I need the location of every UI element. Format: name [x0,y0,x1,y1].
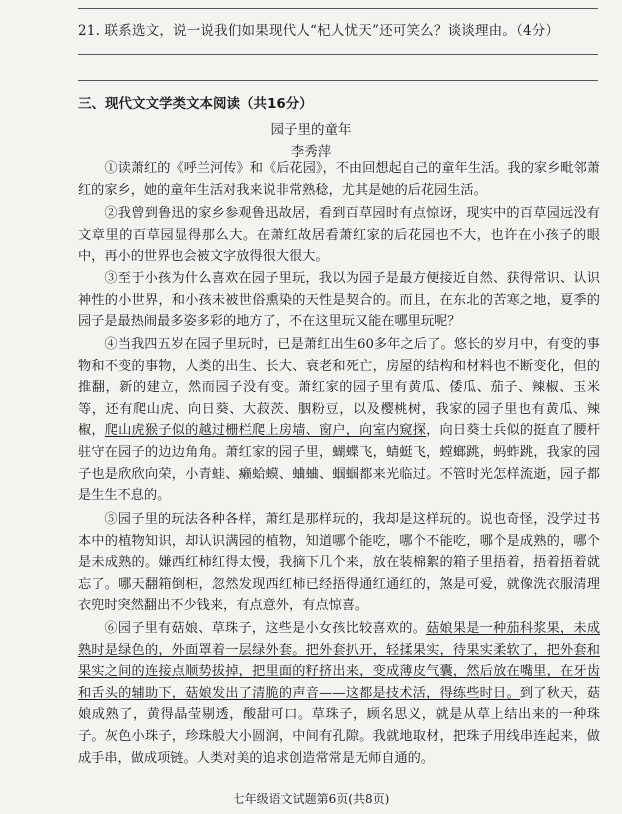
answer-line [78,54,598,55]
paragraph-4-text-a: ④当我四五岁在园子里玩时，已是萧红出生60多年之后了。悠长的岁月中，有变的事物和不变的事物，人类的出生、长大、衰老和死亡，房屋的结构和材料也不断变化，但的推翻，新的建立，然而园子没有变。萧红家的园子里有黄瓜、倭瓜、茄子、辣椒、玉米等，还有爬山虎、向日葵、大菽茨、胭粉豆，以及樱桃树，我家的园子里也有黄瓜、辣椒， [78,337,600,439]
section-heading: 三、现代文文学类文本阅读（共16分） [78,96,313,112]
paragraph-5: ⑤园子里的玩法各种各样，萧红是那样玩的，我却是这样玩的。说也奇怪，没学过书本中的植物知识，却认识满园的植物，知道哪个能吃，哪个不能吃，哪个是成熟的，哪个是未成熟的。嫌西红柿红得太慢，我摘下几个来，放在装棉絮的箱子里捂着，捂着捂着就忘了。哪天翻箱倒柜，忽然发现西红柿已经捂得通红通红的，煞是可爱，就像洗衣服清理衣兜时突然翻出不少钱来，有点意外，有点惊喜。 [78,512,600,614]
paragraph-3: ③至于小孩为什么喜欢在园子里玩，我以为园子是最方便接近自然、获得常识、认识神性的小世界，和小孩未被世俗熏染的天性是契合的。而且，在东北的苦寒之地，夏季的园子是最热闹最多姿多彩的地方了，不在这里玩又能在哪里玩呢？ [78,271,600,330]
paragraph-6-text-b: 到了秋天，菇娘成熟了，黄得晶莹剔透，酸甜可口。草珠子，顾名思义，就是从草上结出来的一种珠子。灰色小珠子，珍珠般大小圆润，中间有孔隙。我就地取材，把珠子用线串连起来，做成手串，做成项链。人类对美的追求创造常常是无师自通的。 [78,685,601,766]
answer-line [78,8,598,9]
article-title: 园子里的童年 [270,122,352,138]
paragraph-1: ①读萧红的《呼兰河传》和《后花园》，不由回想起自己的童年生活。我的家乡毗邻萧红的家乡，她的童年生活对我来说非常熟稔，尤其是她的后花园生活。 [78,161,600,198]
article-author: 李秀萍 [290,144,332,160]
question-21: 21. 联系选文，说一说我们如果现代人“杞人忧天”还可笑么？谈谈理由。（4分） [78,23,560,39]
page-footer: 七年级语文试题第6页(共8页) [232,792,390,806]
paragraph-4-text-b: ，向日葵士兵似的挺直了腰杆驻守在园子的边边角角。萧红家的园子里，蝴蝶飞，蜻蜓飞，螳螂跳，蚂蚱跳，我家的园子也是欣欣向荣，小青蛙、癞蛤蟆、蛐蛐、蝈蝈都来光临过。不管时光怎样流逝，园子都是生生不息的。 [78,423,601,504]
paragraph-4 [78,334,600,507]
paragraph-4-underlined: 爬山虎猴子似的越过栅栏爬上房墙、窗户，向室内窥探 [104,423,427,439]
paragraph-6 [78,618,600,769]
answer-line [78,80,598,81]
paragraph-2: ②我曾到鲁迅的家乡参观鲁迅故居，看到百草园时有点惊讶，现实中的百草园远没有文章里的百草园显得那么大。在萧红故居看萧红家的后花园也不大，也许在小孩子的眼中，再小的世界也会被文字放得很大很大。 [78,206,600,265]
paragraph-6-underlined: 菇娘果是一种茄科浆果，未成熟时是绿色的，外面罩着一层绿外套。把外套扒开，轻揉果实，待果实柔软了，把外套和果实之间的连接点顺势拔掉，把里面的籽挤出来，变成薄皮气囊，然后放在嘴里，在牙齿和舌头的辅助下，菇娘发出了清脆的声音——这都是技术活，得练些时日。 [78,621,601,701]
paragraph-6-text-a: ⑥园子里有菇娘、草珠子，这些是小女孩比较喜欢的。 [104,621,427,636]
